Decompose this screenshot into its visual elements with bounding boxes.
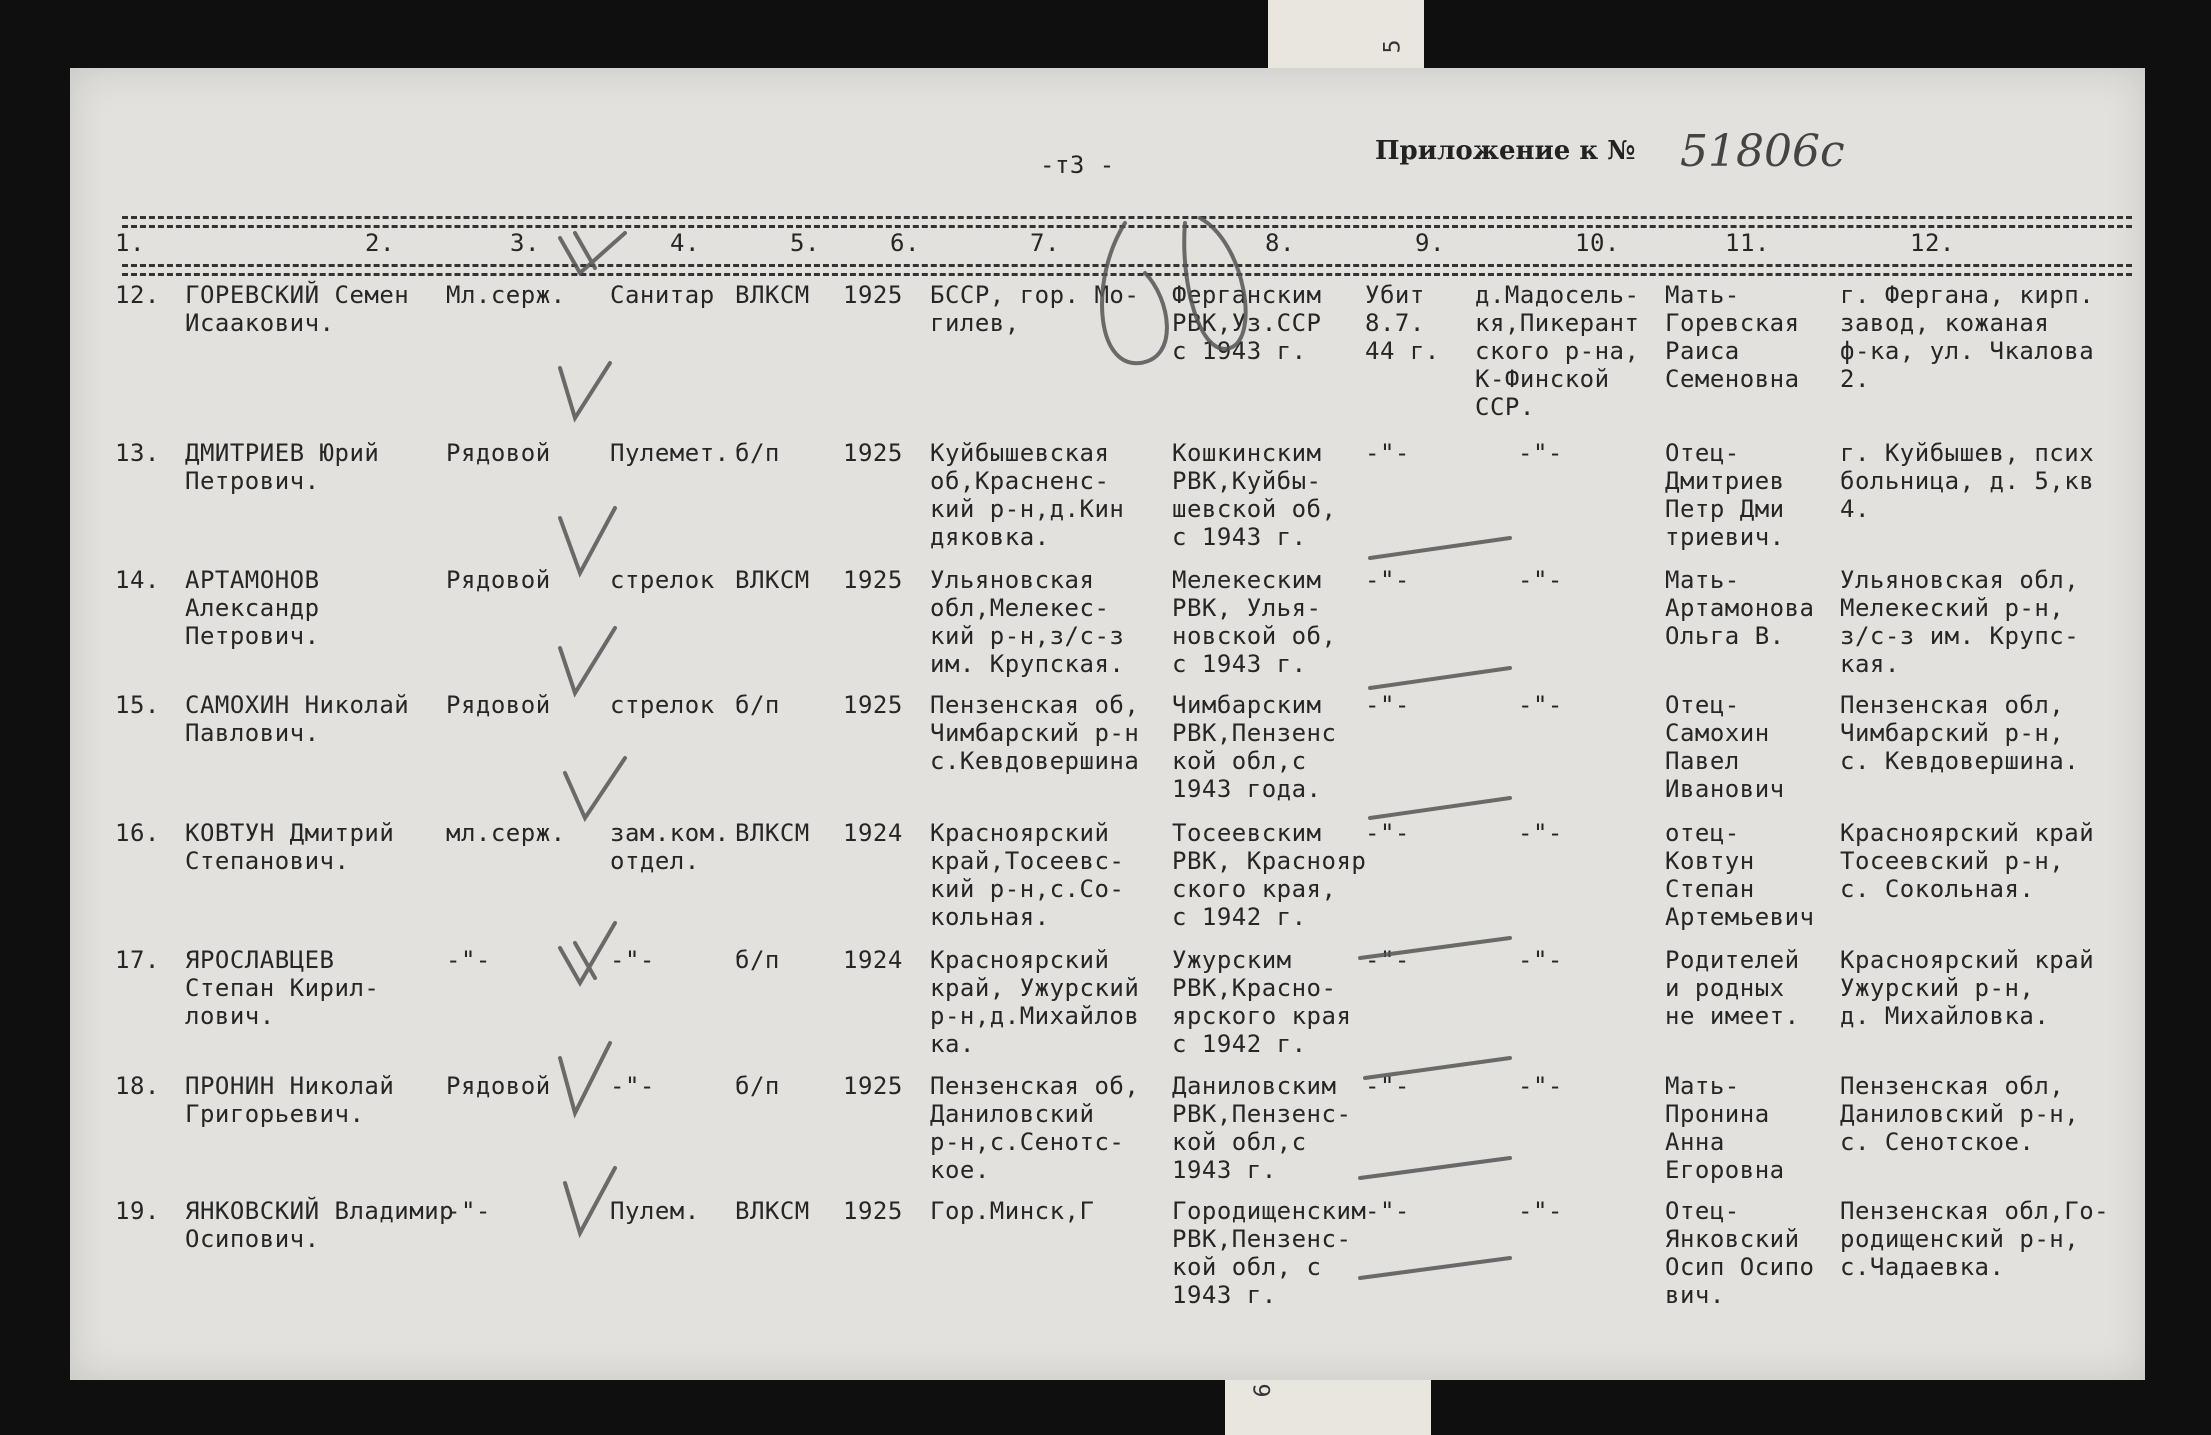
next-of-kin: Мать- [1665, 566, 1740, 594]
birth-year: 1925 [843, 1197, 903, 1225]
birthplace: Красноярский [930, 946, 1110, 974]
birth-year: 1925 [843, 691, 903, 719]
column-number: 7. [1030, 229, 1060, 257]
relative-address: с. Сенотское. [1840, 1128, 2035, 1156]
next-of-kin: Родителей [1665, 946, 1800, 974]
birthplace: БССР, гор. Мо- [930, 281, 1140, 309]
burial-place: -"- [1518, 566, 1563, 594]
draft-office: с 1943 г. [1172, 523, 1307, 551]
relative-address: Пензенская обл,Го- [1840, 1197, 2110, 1225]
burial-place: ССР. [1475, 393, 1535, 421]
draft-office: РВК,Пензенс [1172, 719, 1337, 747]
military-rank: -"- [446, 946, 491, 974]
row-number: 14. [115, 566, 160, 594]
column-number: 1. [115, 229, 145, 257]
draft-office: с 1942 г. [1172, 903, 1307, 931]
next-of-kin: Отец- [1665, 1197, 1740, 1225]
soldier-name: Степанович. [185, 847, 350, 875]
next-of-kin: вич. [1665, 1281, 1725, 1309]
handwritten-dash-mark [1360, 1258, 1510, 1278]
relative-address: Красноярский край [1840, 946, 2095, 974]
birthplace: Пензенская об, [930, 691, 1140, 719]
column-number: 12. [1910, 229, 1955, 257]
relative-address: Красноярский край [1840, 819, 2095, 847]
handwritten-dash-mark [1365, 1058, 1510, 1078]
draft-office: новской об, [1172, 622, 1337, 650]
birthplace: об,Красненс- [930, 467, 1110, 495]
next-of-kin: Егоровна [1665, 1156, 1785, 1184]
military-rank: Рядовой [446, 566, 551, 594]
appendix-number: 51806с [1680, 126, 1845, 177]
soldier-name: Александр [185, 594, 320, 622]
relative-address: Даниловский р-н, [1840, 1100, 2080, 1128]
birthplace: Куйбышевская [930, 439, 1110, 467]
draft-office: Даниловским [1172, 1072, 1337, 1100]
draft-office: Тосеевским [1172, 819, 1322, 847]
fate: -"- [1365, 1197, 1410, 1225]
relative-address: Пензенская обл, [1840, 1072, 2065, 1100]
fate: -"- [1365, 691, 1410, 719]
next-of-kin: триевич. [1665, 523, 1785, 551]
handwritten-dash-mark [1370, 668, 1510, 688]
relative-address: Ужурский р-н, [1840, 974, 2035, 1002]
relative-address: Тосеевский р-н, [1840, 847, 2065, 875]
military-position: Пулемет. [610, 439, 730, 467]
column-number: 8. [1265, 229, 1295, 257]
burial-place: -"- [1518, 1072, 1563, 1100]
draft-office: РВК, Улья- [1172, 594, 1322, 622]
birthplace: Ульяновская [930, 566, 1095, 594]
birthplace: кий р-н,с.Со- [930, 875, 1125, 903]
soldier-name: лович. [185, 1002, 275, 1030]
birthplace: Гор.Минск,Г [930, 1197, 1095, 1225]
military-rank: Мл.серж. [446, 281, 566, 309]
checkmark-icon [565, 1168, 615, 1233]
draft-office: Мелекеским [1172, 566, 1322, 594]
column-number: 3. [510, 229, 540, 257]
soldier-name: Исаакович. [185, 309, 335, 337]
fate: -"- [1365, 1072, 1410, 1100]
draft-office: с 1943 г. [1172, 337, 1307, 365]
checkmark-icon [565, 758, 625, 818]
ruler-number: 5 [1380, 39, 1406, 54]
soldier-name: ЯРОСЛАВЦЕВ [185, 946, 335, 974]
next-of-kin: Ковтун [1665, 847, 1755, 875]
birthplace: край,Тосеевс- [930, 847, 1125, 875]
relative-address: Чимбарский р-н, [1840, 719, 2065, 747]
row-number: 15. [115, 691, 160, 719]
relative-address: больница, д. 5,кв [1840, 467, 2095, 495]
party-affiliation: ВЛКСМ [735, 281, 810, 309]
fate: -"- [1365, 946, 1410, 974]
relative-address: родищенский р-н, [1840, 1225, 2080, 1253]
soldier-name: ПРОНИН Николай [185, 1072, 395, 1100]
military-position: -"- [610, 946, 655, 974]
handwritten-dash-mark [1370, 798, 1510, 818]
soldier-name: АРТАМОНОВ [185, 566, 320, 594]
relative-address: г. Фергана, кирп. [1840, 281, 2095, 309]
column-number: 10. [1575, 229, 1620, 257]
fate: Убит [1365, 281, 1425, 309]
relative-address: 4. [1840, 495, 1870, 523]
row-number: 17. [115, 946, 160, 974]
next-of-kin: Анна [1665, 1128, 1725, 1156]
soldier-name: Григорьевич. [185, 1100, 365, 1128]
checkmark-icon [560, 508, 615, 573]
next-of-kin: Мать- [1665, 1072, 1740, 1100]
birthplace: Чимбарский р-н [930, 719, 1140, 747]
relative-address: Пензенская обл, [1840, 691, 2065, 719]
next-of-kin: не имеет. [1665, 1002, 1800, 1030]
birth-year: 1924 [843, 819, 903, 847]
birthplace: Красноярский [930, 819, 1110, 847]
next-of-kin: Степан [1665, 875, 1755, 903]
relative-address: кая. [1840, 650, 1900, 678]
next-of-kin: Семеновна [1665, 365, 1800, 393]
military-rank: Рядовой [446, 1072, 551, 1100]
draft-office: 1943 года. [1172, 775, 1322, 803]
relative-address: 2. [1840, 365, 1870, 393]
soldier-name: ЯНКОВСКИЙ Владимир [185, 1197, 455, 1225]
party-affiliation: ВЛКСМ [735, 819, 810, 847]
archival-document-page [70, 68, 2145, 1380]
next-of-kin: Иванович [1665, 775, 1785, 803]
relative-address: ф-ка, ул. Чкалова [1840, 337, 2095, 365]
draft-office: РВК,Куйбы- [1172, 467, 1322, 495]
next-of-kin: Раиса [1665, 337, 1740, 365]
draft-office: шевской об, [1172, 495, 1337, 523]
fate: 8.7. [1365, 309, 1425, 337]
next-of-kin: Мать- [1665, 281, 1740, 309]
military-rank: Рядовой [446, 439, 551, 467]
draft-office: Кошкинским [1172, 439, 1322, 467]
checkmark-icon [575, 233, 595, 268]
soldier-name: Петрович. [185, 467, 320, 495]
birthplace: обл,Мелекес- [930, 594, 1110, 622]
next-of-kin: Петр Дми [1665, 495, 1785, 523]
soldier-name: Степан Кирил- [185, 974, 380, 1002]
draft-office: с 1942 г. [1172, 1030, 1307, 1058]
birthplace: ка. [930, 1030, 975, 1058]
checkmark-icon [560, 1043, 610, 1113]
birthplace: р-н,с.Сенотс- [930, 1128, 1125, 1156]
soldier-name: ДМИТРИЕВ Юрий [185, 439, 380, 467]
column-number: 11. [1725, 229, 1770, 257]
burial-place: -"- [1518, 946, 1563, 974]
column-number: 2. [365, 229, 395, 257]
draft-office: Чимбарским [1172, 691, 1322, 719]
row-number: 12. [115, 281, 160, 309]
draft-office: РВК,Пензенс- [1172, 1225, 1352, 1253]
relative-address: з/с-з им. Крупс- [1840, 622, 2080, 650]
next-of-kin: Янковский [1665, 1225, 1800, 1253]
party-affiliation: б/п [735, 691, 780, 719]
relative-address: д. Михайловка. [1840, 1002, 2050, 1030]
handwritten-dash-mark [1370, 538, 1510, 558]
military-position: -"- [610, 1072, 655, 1100]
burial-place: д.Мадосель- [1475, 281, 1640, 309]
draft-office: 1943 г. [1172, 1156, 1277, 1184]
next-of-kin: Осип Осипо [1665, 1253, 1815, 1281]
birthplace: край, Ужурский [930, 974, 1140, 1002]
checkmark-icon [560, 628, 615, 693]
column-number: 9. [1415, 229, 1445, 257]
fate: -"- [1365, 566, 1410, 594]
party-affiliation: б/п [735, 439, 780, 467]
relative-address: г. Куйбышев, псих [1840, 439, 2095, 467]
relative-address: с. Сокольная. [1840, 875, 2035, 903]
birthplace: с.Кевдовершина [930, 747, 1140, 775]
birthplace: Даниловский [930, 1100, 1095, 1128]
burial-place: кя,Пикерант [1475, 309, 1640, 337]
birthplace: Пензенская об, [930, 1072, 1140, 1100]
birth-year: 1925 [843, 281, 903, 309]
next-of-kin: Артамонова [1665, 594, 1815, 622]
military-position: отдел. [610, 847, 700, 875]
relative-address: завод, кожаная [1840, 309, 2050, 337]
party-affiliation: б/п [735, 1072, 780, 1100]
checkmark-icon [560, 923, 615, 983]
next-of-kin: Ольга В. [1665, 622, 1785, 650]
burial-place: -"- [1518, 439, 1563, 467]
handwritten-marks [70, 68, 2145, 1380]
draft-office: РВК, Краснояр [1172, 847, 1367, 875]
next-of-kin: Отец- [1665, 439, 1740, 467]
party-affiliation: ВЛКСМ [735, 566, 810, 594]
next-of-kin: Павел [1665, 747, 1740, 775]
military-position: стрелок [610, 566, 715, 594]
relative-address: с. Кевдовершина. [1840, 747, 2080, 775]
burial-place: К-Финской [1475, 365, 1610, 393]
draft-office: кой обл, с [1172, 1253, 1322, 1281]
draft-office: Ужурским [1172, 946, 1292, 974]
next-of-kin: Самохин [1665, 719, 1770, 747]
birth-year: 1925 [843, 566, 903, 594]
burial-place: -"- [1518, 1197, 1563, 1225]
soldier-name: ГОРЕВСКИЙ Семен [185, 281, 410, 309]
soldier-name: Павлович. [185, 719, 320, 747]
next-of-kin: Артемьевич [1665, 903, 1815, 931]
relative-address: Мелекеский р-н, [1840, 594, 2065, 622]
birth-year: 1925 [843, 439, 903, 467]
fate: 44 г. [1365, 337, 1440, 365]
soldier-name: Петрович. [185, 622, 320, 650]
relative-address: с.Чадаевка. [1840, 1253, 2005, 1281]
draft-office: кой обл,с [1172, 1128, 1307, 1156]
birth-year: 1924 [843, 946, 903, 974]
column-number: 4. [670, 229, 700, 257]
fate: -"- [1365, 819, 1410, 847]
birth-year: 1925 [843, 1072, 903, 1100]
draft-office: РВК,Пензенс- [1172, 1100, 1352, 1128]
draft-office: ского края, [1172, 875, 1337, 903]
party-affiliation: б/п [735, 946, 780, 974]
next-of-kin: Пронина [1665, 1100, 1770, 1128]
burial-place: ского р-на, [1475, 337, 1640, 365]
checkmark-icon [560, 363, 610, 418]
column-number: 6. [890, 229, 920, 257]
birthplace: кое. [930, 1156, 990, 1184]
military-position: стрелок [610, 691, 715, 719]
fate: -"- [1365, 439, 1410, 467]
appendix-label: Приложение к № [1375, 136, 1636, 166]
handwritten-dash-mark [1360, 938, 1510, 958]
handwritten-number-mark [1102, 223, 1167, 363]
draft-office: Городищенским [1172, 1197, 1367, 1225]
military-rank: мл.серж. [446, 819, 566, 847]
birthplace: кий р-н,д.Кин [930, 495, 1125, 523]
handwritten-number-mark [1184, 218, 1245, 349]
handwritten-dash-mark [1360, 1158, 1510, 1178]
page-number: -т3 - [1040, 151, 1115, 179]
next-of-kin: Отец- [1665, 691, 1740, 719]
birthplace: кий р-н,з/с-з [930, 622, 1125, 650]
soldier-name: Осипович. [185, 1225, 320, 1253]
next-of-kin: Горевская [1665, 309, 1800, 337]
row-number: 16. [115, 819, 160, 847]
next-of-kin: Дмитриев [1665, 467, 1785, 495]
birthplace: им. Крупская. [930, 650, 1125, 678]
draft-office: Ферганским [1172, 281, 1322, 309]
military-position: зам.ком. [610, 819, 730, 847]
military-position: Санитар [610, 281, 715, 309]
birthplace: гилев, [930, 309, 1020, 337]
military-position: Пулем. [610, 1197, 700, 1225]
draft-office: кой обл,с [1172, 747, 1307, 775]
next-of-kin: отец- [1665, 819, 1740, 847]
draft-office: 1943 г. [1172, 1281, 1277, 1309]
row-number: 13. [115, 439, 160, 467]
draft-office: ярского края [1172, 1002, 1352, 1030]
column-number: 5. [790, 229, 820, 257]
party-affiliation: ВЛКСМ [735, 1197, 810, 1225]
birthplace: р-н,д.Михайлов [930, 1002, 1140, 1030]
soldier-name: САМОХИН Николай [185, 691, 410, 719]
draft-office: с 1943 г. [1172, 650, 1307, 678]
burial-place: -"- [1518, 819, 1563, 847]
draft-office: РВК,Уз.ССР [1172, 309, 1322, 337]
birthplace: кольная. [930, 903, 1050, 931]
relative-address: Ульяновская обл, [1840, 566, 2080, 594]
military-rank: -"- [446, 1197, 491, 1225]
soldier-name: КОВТУН Дмитрий [185, 819, 395, 847]
birthplace: дяковка. [930, 523, 1050, 551]
measuring-ruler-top [1268, 0, 1424, 70]
ruler-number: 9 [1247, 1383, 1273, 1398]
next-of-kin: и родных [1665, 974, 1785, 1002]
row-number: 18. [115, 1072, 160, 1100]
draft-office: РВК,Красно- [1172, 974, 1337, 1002]
burial-place: -"- [1518, 691, 1563, 719]
military-rank: Рядовой [446, 691, 551, 719]
row-number: 19. [115, 1197, 160, 1225]
